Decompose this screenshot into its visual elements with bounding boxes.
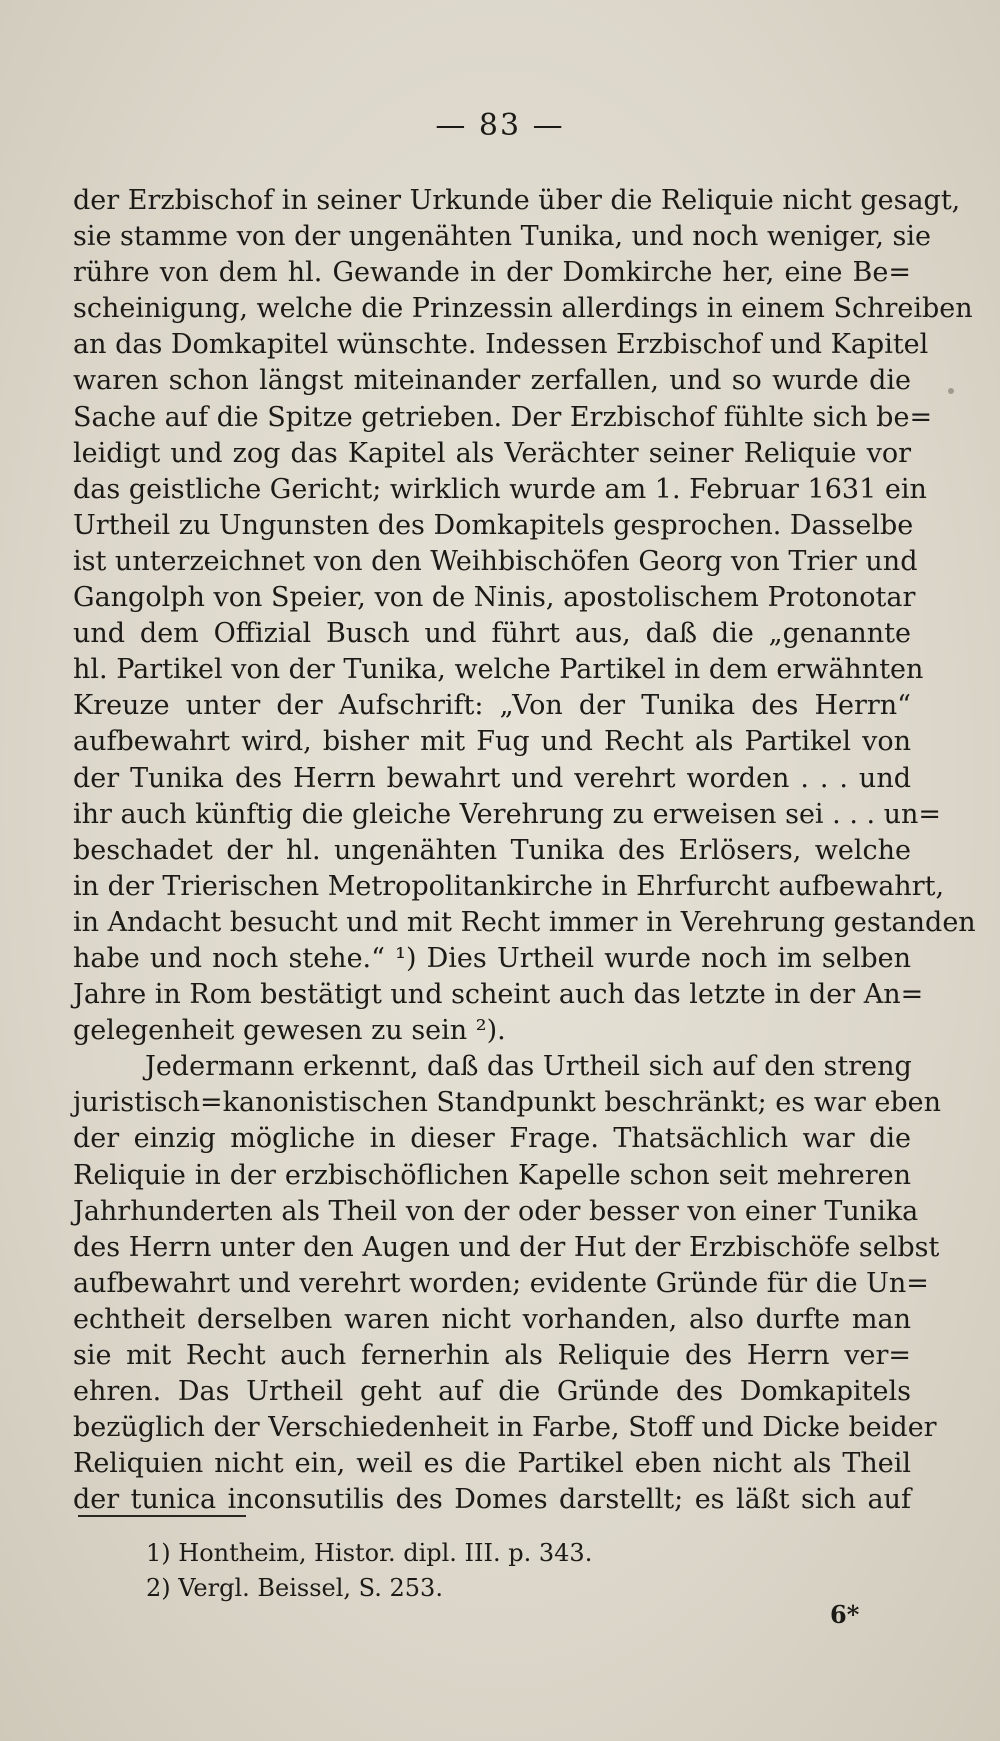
text-line: juristisch=kanonistischen Standpunkt beschränkt; es war eben xyxy=(73,1087,942,1119)
text-line: an das Domkapitel wünschte. Indessen Erzbischof und Kapitel xyxy=(73,329,929,361)
text-line: Gangolph von Speier, von de Ninis, apostolischem Protonotar xyxy=(73,582,916,614)
text-line: Reliquie in der erzbischöflichen Kapelle schon seit mehreren xyxy=(73,1159,911,1191)
text-line: der Tunika des Herrn bewahrt und verehrt worden . . . und xyxy=(73,762,911,794)
text-line: ehren. Das Urtheil geht auf die Gründe des Domkapitels xyxy=(73,1376,911,1408)
text-line: ihr auch künftig die gleiche Verehrung zu erweisen sei . . . un= xyxy=(73,798,942,830)
text-line: Urtheil zu Ungunsten des Domkapitels gesprochen. Dasselbe xyxy=(73,509,914,541)
text-line: leidigt und zog das Kapitel als Verächter seiner Reliquie vor xyxy=(73,437,911,469)
text-line: in Andacht besucht und mit Recht immer in Verehrung gestanden xyxy=(73,906,976,938)
text-line: waren schon längst miteinander zerfallen, und so wurde die xyxy=(73,365,911,397)
text-line: sie stamme von der ungenähten Tunika, und noch weniger, sie xyxy=(73,221,931,253)
text-line: in der Trierischen Metropolitankirche in Ehrfurcht aufbewahrt, xyxy=(73,870,945,902)
text-line: Jahrhunderten als Theil von der oder besser von einer Tunika xyxy=(73,1195,919,1227)
footnote-text: Hontheim, Histor. dipl. III. p. 343. xyxy=(178,1539,593,1567)
text-line: Sache auf die Spitze getrieben. Der Erzbischof fühlte sich be= xyxy=(73,401,933,433)
text-line: und dem Offizial Busch und führt aus, daß die „genannte xyxy=(73,618,911,650)
text-line: habe und noch stehe.“ ¹) Dies Urtheil wurde noch im selben xyxy=(73,942,911,974)
text-line: aufbewahrt wird, bisher mit Fug und Recht als Partikel von xyxy=(73,726,911,758)
text-line: Jahre in Rom bestätigt und scheint auch das letzte in der An= xyxy=(73,979,924,1011)
text-line: bezüglich der Verschiedenheit in Farbe, Stoff und Dicke beider xyxy=(73,1412,937,1444)
footnote-1 xyxy=(146,1536,846,1571)
text-line: der einzig mögliche in dieser Frage. Thatsächlich war die xyxy=(73,1123,911,1155)
footnote-marker: 1) xyxy=(146,1539,171,1567)
text-line: des Herrn unter den Augen und der Hut der Erzbischöfe selbst xyxy=(73,1231,940,1263)
text-line: beschadet der hl. ungenähten Tunika des Erlösers, welche xyxy=(73,834,911,866)
text-line: Jedermann erkennt, daß das Urtheil sich auf den streng xyxy=(145,1051,912,1083)
footnote-text: Vergl. Beissel, S. 253. xyxy=(178,1574,443,1602)
footnote-divider xyxy=(78,1515,246,1517)
text-line: echtheit derselben waren nicht vorhanden, also durfte man xyxy=(73,1303,911,1335)
sheet-signature: 6* xyxy=(830,1600,860,1629)
page-number: — 83 — xyxy=(435,108,565,143)
text-line: hl. Partikel von der Tunika, welche Partikel in dem erwähnten xyxy=(73,654,924,686)
text-line: scheinigung, welche die Prinzessin allerdings in einem Schreiben xyxy=(73,293,973,325)
text-line: ist unterzeichnet von den Weihbischöfen Georg von Trier und xyxy=(73,545,918,577)
text-line: rühre von dem hl. Gewande in der Domkirche her, eine Be= xyxy=(73,257,911,289)
text-line: das geistliche Gericht; wirklich wurde am 1. Februar 1631 ein xyxy=(73,473,927,505)
text-line: aufbewahrt und verehrt worden; evidente Gründe für die Un= xyxy=(73,1267,929,1299)
text-line: Kreuze unter der Aufschrift: „Von der Tunika des Herrn“ xyxy=(73,690,911,722)
text-line: sie mit Recht auch fernerhin als Reliquie des Herrn ver= xyxy=(73,1340,911,1371)
body-text xyxy=(73,183,976,1518)
footnote-2 xyxy=(146,1571,846,1606)
text-line: Reliquien nicht ein, weil es die Partikel eben nicht als Theil xyxy=(73,1448,911,1480)
text-line: gelegenheit gewesen zu sein ²). xyxy=(73,1015,506,1047)
footnotes xyxy=(146,1536,846,1606)
text-line: der tunica inconsutilis des Domes darstellt; es läßt sich auf xyxy=(73,1484,911,1516)
text-line: der Erzbischof in seiner Urkunde über die Reliquie nicht gesagt, xyxy=(73,185,961,216)
footnote-marker: 2) xyxy=(146,1574,171,1602)
paper-spot xyxy=(948,388,954,394)
